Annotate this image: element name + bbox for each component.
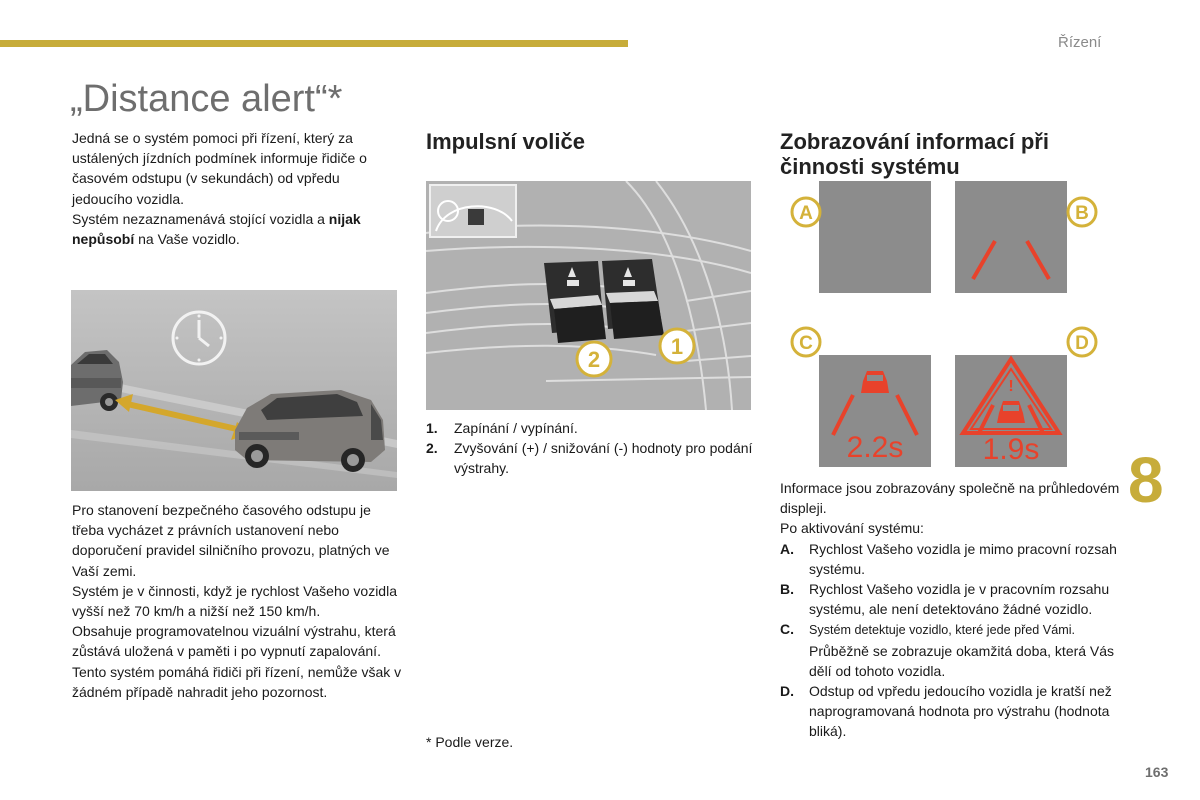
badge-b [1066,196,1098,228]
item-label: C. [780,621,794,638]
warning-mark: ! [1008,378,1014,395]
display-panel-d [955,355,1067,467]
legend-item [426,438,756,478]
badge-label: D [1075,333,1089,354]
body-paragraph-3: Obsahuje programovatelnou vizuální výstrahu, která zůstává uložená v paměti i po vypnutí zapalování. [72,623,396,660]
display-item-b [780,579,1125,619]
panel-a-svg [819,181,931,293]
footnote: * Podle verze. [426,734,514,750]
legend-item [426,418,756,438]
item-label: B. [780,581,794,598]
intro-paragraph-2 [72,209,402,249]
badge-label: C [799,333,813,354]
callout-1 [660,329,694,363]
panel-c-svg [819,355,931,467]
distance-illustration-svg [71,290,397,491]
display-panel-c [819,355,931,467]
rear-car [235,390,385,472]
intro-bold-text: nijak nepůsobí [72,210,361,248]
badge-b-svg [1066,196,1098,228]
intro-text-part: na Vaše vozidlo. [134,231,240,248]
dashboard-inset [430,185,516,237]
display-item-d [780,681,1125,742]
badge-a-svg [790,196,822,228]
item-text [809,619,1125,681]
switch-illustration-svg [426,181,751,410]
chapter-number: 8 [1128,444,1164,516]
badge-label: A [799,203,813,224]
time-gap-value: 1.9s [982,433,1040,466]
panel-d-svg [955,355,1067,467]
page-number: 163 [1145,764,1169,780]
distance-illustration [71,290,397,491]
badge-c [790,326,822,358]
column-3-body [780,478,1125,742]
display-intro-1: Informace jsou zobrazovány společně na průhledovém displeji. [780,480,1120,517]
intro-text-part: Systém nezaznamenává stojící vozidla a [72,210,329,227]
header-gold-bar [0,40,628,47]
column-1-body [72,500,402,702]
panel-b-svg [955,181,1067,293]
display-panel-b [955,181,1067,293]
badge-label: B [1075,203,1089,224]
body-paragraph-4: Tento systém pomáhá řidiči při řízení, nemůže však v žádném případě nahradit jeho pozornost. [72,663,402,700]
switch-illustration [426,181,751,410]
legend-number: 1. [426,420,438,436]
item-text: Rychlost Vašeho vozidla je mimo pracovní rozsah systému. [809,540,1117,577]
legend-text: Zvyšování (+) / snižování (-) hodnoty pro podání výstrahy. [454,440,753,477]
page-title: „Distance alert“* [70,78,343,120]
switch-legend [426,418,756,479]
impulsni-heading: Impulsní voliče [426,129,585,154]
item-text-rest: Průběžně se zobrazuje okamžitá doba, která Vás dělí od tohoto vozidla. [809,642,1115,679]
callout-1-label: 1 [670,334,684,359]
display-item-c [780,619,1125,681]
badge-d [1066,326,1098,358]
badge-a [790,196,822,228]
section-name: Řízení [1058,34,1102,51]
front-car [71,350,123,411]
item-text-small: Systém detektuje vozidlo, které jede před Vámi. [809,623,1075,638]
item-label: A. [780,540,794,557]
item-text: Odstup od vpředu jedoucího vozidla je kratší než naprogramovaná hodnota pro výstrahu (hodnota bliká). [809,683,1112,740]
badge-d-svg [1066,326,1098,358]
display-item-a [780,539,1125,579]
item-text: Rychlost Vašeho vozidla je v pracovním rozsahu systému, ale není detektováno žádné vozidlo. [809,581,1110,618]
item-label: D. [780,683,794,700]
legend-number: 2. [426,440,438,457]
callout-2-label: 2 [587,347,601,372]
time-gap-value: 2.2s [846,431,904,464]
intro-paragraph-1: Jedná se o systém pomoci při řízení, který za ustálených jízdních podmínek informuje řidiče o časovém odstupu (v sekundách) od vpředu jedoucího vozidla. [72,130,367,207]
body-paragraph-1: Pro stanovení bezpečného časového odstupu je třeba vycházet z právních ustanovení nebo doporučení pravidel silničního provozu, platných ve Vaší zemi. [72,502,390,579]
body-paragraph-2: Systém je v činnosti, když je rychlost Vašeho vozidla vyšší než 70 km/h a nižší než 150 km/h. [72,582,397,620]
display-panel-a [819,181,931,293]
intro-text [72,128,402,249]
legend-text: Zapínání / vypínání. [454,420,578,436]
callout-2 [577,342,611,376]
zobrazovani-heading: Zobrazování informací při činnosti systému [780,129,1049,179]
display-intro-2: Po aktivování systému: [780,520,924,537]
badge-c-svg [790,326,822,358]
